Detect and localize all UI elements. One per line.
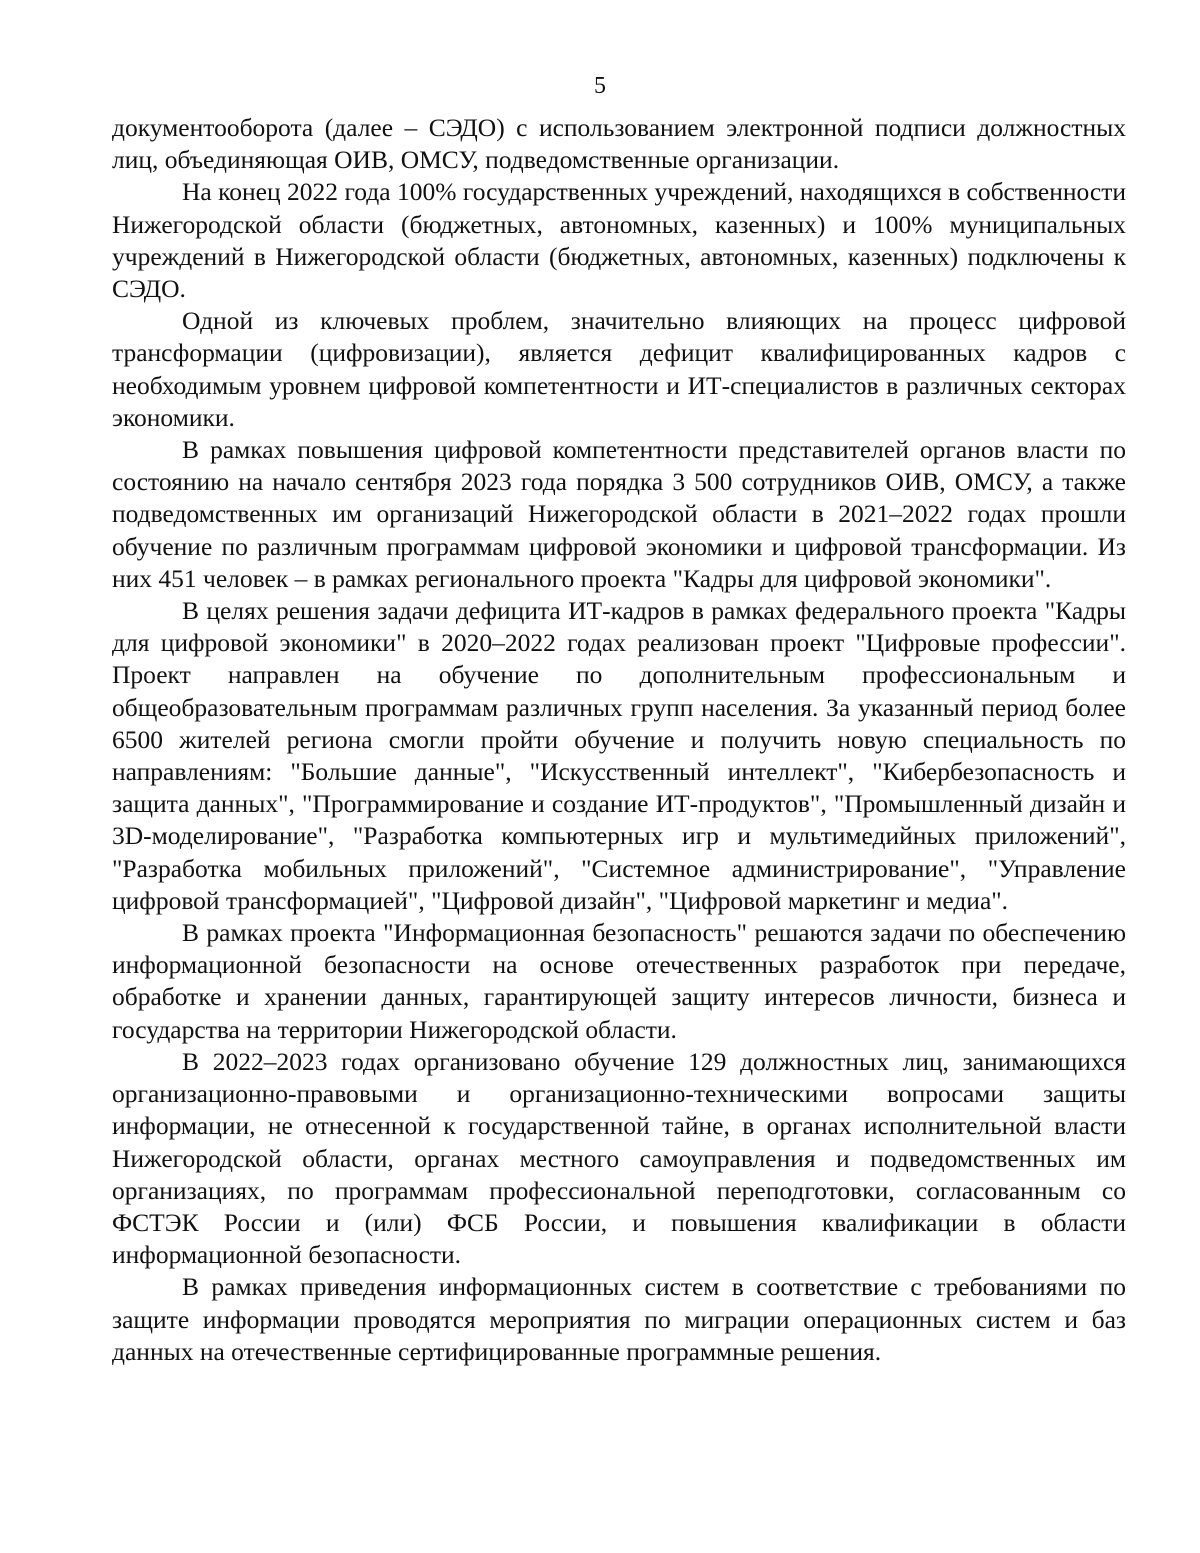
paragraph-sedo-continued: документооборота (далее – СЭДО) с использованием электронной подписи должностных лиц, объединяющая ОИВ, ОМСУ, подведомственные организации. [112,113,1126,175]
paragraph-sedo-coverage: На конец 2022 года 100% государственных учреждений, находящихся в собственности Нижегородской области (бюджетных, автономных, казенных) и 100% муниципальных учреждений в Нижегородской области (бюджетных, автономных, казенных) подключены к СЭДО. [112,177,1126,304]
paragraph-security-training: В 2022–2023 годах организовано обучение 129 должностных лиц, занимающихся организационно-правовыми и организационно-техническими вопросами защиты информации, не отнесенной к государственной тайне, в органах исполнительной власти Нижегородской области, органах местного самоуправления и подведомственных им организациях, по программам профессиональной переподготовки, согласованным со ФСТЭК России и (или) ФСБ России, и повышения квалификации в области информационной безопасности. [112,1046,1126,1270]
paragraph-staff-deficit: Одной из ключевых проблем, значительно влияющих на процесс цифровой трансформации (цифровизации), является дефицит квалифицированных кадров с необходимым уровнем цифровой компетентности и ИТ-специалистов в различных секторах экономики. [112,306,1126,432]
page-number: 5 [594,73,606,99]
paragraph-migration: В рамках приведения информационных систем в соответствие с требованиями по защите информации проводятся мероприятия по миграции операционных систем и баз данных на отечественные сертифицированные программные решения. [112,1272,1126,1366]
paragraph-digital-professions: В целях решения задачи дефицита ИТ-кадров в рамках федерального проекта "Кадры для цифровой экономики" в 2020–2022 годах реализован проект "Цифровые профессии". Проект направлен на обучение по дополнительным профессиональным и общеобразовательным программам различных групп населения. За указанный период более 6500 жителей региона смогли пройти обучение и получить новую специальность по направлениям: "Большие данные", "Искусственный интеллект", "Кибербезопасность и защита данных", "Программирование и создание ИТ-продуктов", "Промышленный дизайн и 3D-моделирование", "Разработка компьютерных игр и мультимедийных приложений", "Разработка мобильных приложений", "Системное администрирование", "Управление цифровой трансформацией", "Цифровой дизайн", "Цифровой маркетинг и медиа". [112,596,1126,915]
paragraph-authorities-training: В рамках повышения цифровой компетентности представителей органов власти по состоянию на начало сентября 2023 года порядка 3 500 сотрудников ОИВ, ОМСУ, а также подведомственных им организаций Нижегородской области в 2021–2022 годах прошли обучение по различным программам цифровой экономики и цифровой трансформации. Из них 451 человек – в рамках регионального проекта "Кадры для цифровой экономики". [112,435,1126,593]
paragraph-information-security-project: В рамках проекта "Информационная безопасность" решаются задачи по обеспечению информационной безопасности на основе отечественных разработок при передаче, обработке и хранении данных, гарантирующей защиту интересов личности, бизнеса и государства на территории Нижегородской области. [112,918,1126,1044]
document-body [112,112,1126,1368]
